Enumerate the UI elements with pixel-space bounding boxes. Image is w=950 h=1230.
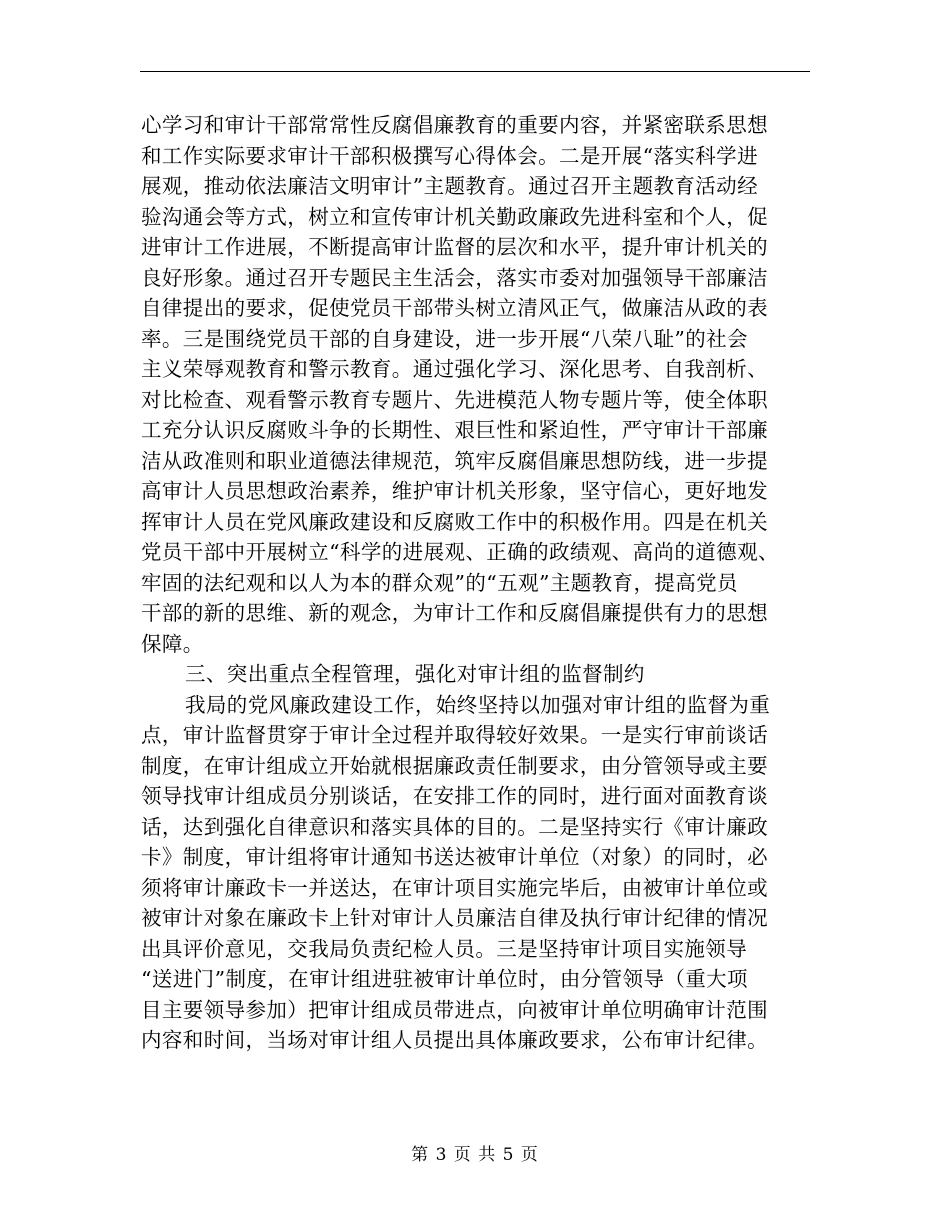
text-line: 出具评价意见，交我局负责纪检人员。三是坚持审计项目实施领导: [141, 936, 748, 961]
text-line: 被审计对象在廉政卡上针对审计人员廉洁自律及执行审计纪律的情况: [141, 906, 768, 930]
paragraph-first-line: 我局的党风廉政建设工作，始终坚持以加强对审计组的监督为重: [185, 692, 771, 717]
page-number-footer: 第 3 页 共 5 页: [411, 1145, 539, 1165]
header-rule: [140, 71, 810, 72]
text-line: 干部的新的思维、新的观念，为审计工作和反腐倡廉提供有力的思想: [141, 601, 768, 625]
text-line: 牢固的法纪观和以人为本的群众观”的“五观”主题教育，提高党员: [141, 570, 738, 595]
text-line: 点，审计监督贯穿于审计全过程并取得较好效果。一是实行审前谈话: [141, 723, 768, 747]
text-line: 进审计工作进展，不断提高审计监督的层次和水平，提升审计机关的: [141, 235, 768, 259]
text-line: 须将审计廉政卡一并送达，在审计项目实施完毕后，由被审计单位或: [141, 875, 768, 900]
text-line: 展观，推动依法廉洁文明审计”主题教育。通过召开主题教育活动经: [141, 174, 758, 198]
text-line: 内容和时间，当场对审计组人员提出具体廉政要求，公布审计纪律。: [141, 1028, 768, 1052]
text-line: 挥审计人员在党风廉政建设和反腐败工作中的积极作用。四是在机关: [141, 509, 768, 534]
text-line: 保障。: [141, 631, 204, 656]
text-line: 主义荣辱观教育和警示教育。通过强化学习、深化思考、自我剖析、: [141, 357, 768, 381]
text-line: 领导找审计组成员分别谈话，在安排工作的同时，进行面对面教育谈: [141, 784, 768, 808]
text-line: 党员干部中开展树立“科学的进展观、正确的政绩观、高尚的道德观、: [141, 540, 779, 564]
text-line: 制度，在审计组成立开始就根据廉政责任制要求，由分管领导或主要: [141, 753, 768, 778]
text-line: 话，达到强化自律意识和落实具体的目的。二是坚持实行《审计廉政: [141, 814, 768, 839]
text-line: 卡》制度，审计组将审计通知书送达被审计单位（对象）的同时，必: [141, 845, 768, 869]
text-line: “送进门”制度，在审计组进驻被审计单位时，由分管领导（重大项: [141, 967, 748, 991]
document-body: [141, 110, 813, 1056]
text-line: 工充分认识反腐败斗争的长期性、艰巨性和紧迫性，严守审计干部廉: [141, 418, 768, 442]
text-line: 洁从政准则和职业道德法律规范，筑牢反腐倡廉思想防线，进一步提: [141, 448, 768, 473]
text-line: 对比检查、观看警示教育专题片、先进模范人物专题片等，使全体职: [141, 387, 768, 412]
section-heading: 三、突出重点全程管理，强化对审计组的监督制约: [185, 662, 645, 686]
text-line: 目主要领导参加）把审计组成员带进点，向被审计单位明确审计范围: [141, 997, 768, 1022]
text-line: 和工作实际要求审计干部积极撰写心得体会。二是开展“落实科学进: [141, 143, 758, 168]
text-line: 高审计人员思想政治素养，维护审计机关形象，坚守信心，更好地发: [141, 479, 768, 503]
text-line: 率。三是围绕党员干部的自身建设，进一步开展“八荣八耻”的社会: [141, 326, 748, 351]
text-line: 心学习和审计干部常常性反腐倡廉教育的重要内容，并紧密联系思想: [141, 113, 768, 137]
text-line: 自律提出的要求，促使党员干部带头树立清风正气，做廉洁从政的表: [141, 296, 768, 320]
text-line: 良好形象。通过召开专题民主生活会，落实市委对加强领导干部廉洁: [141, 265, 768, 290]
text-line: 验沟通会等方式，树立和宣传审计机关勤政廉政先进科室和个人，促: [141, 204, 768, 229]
